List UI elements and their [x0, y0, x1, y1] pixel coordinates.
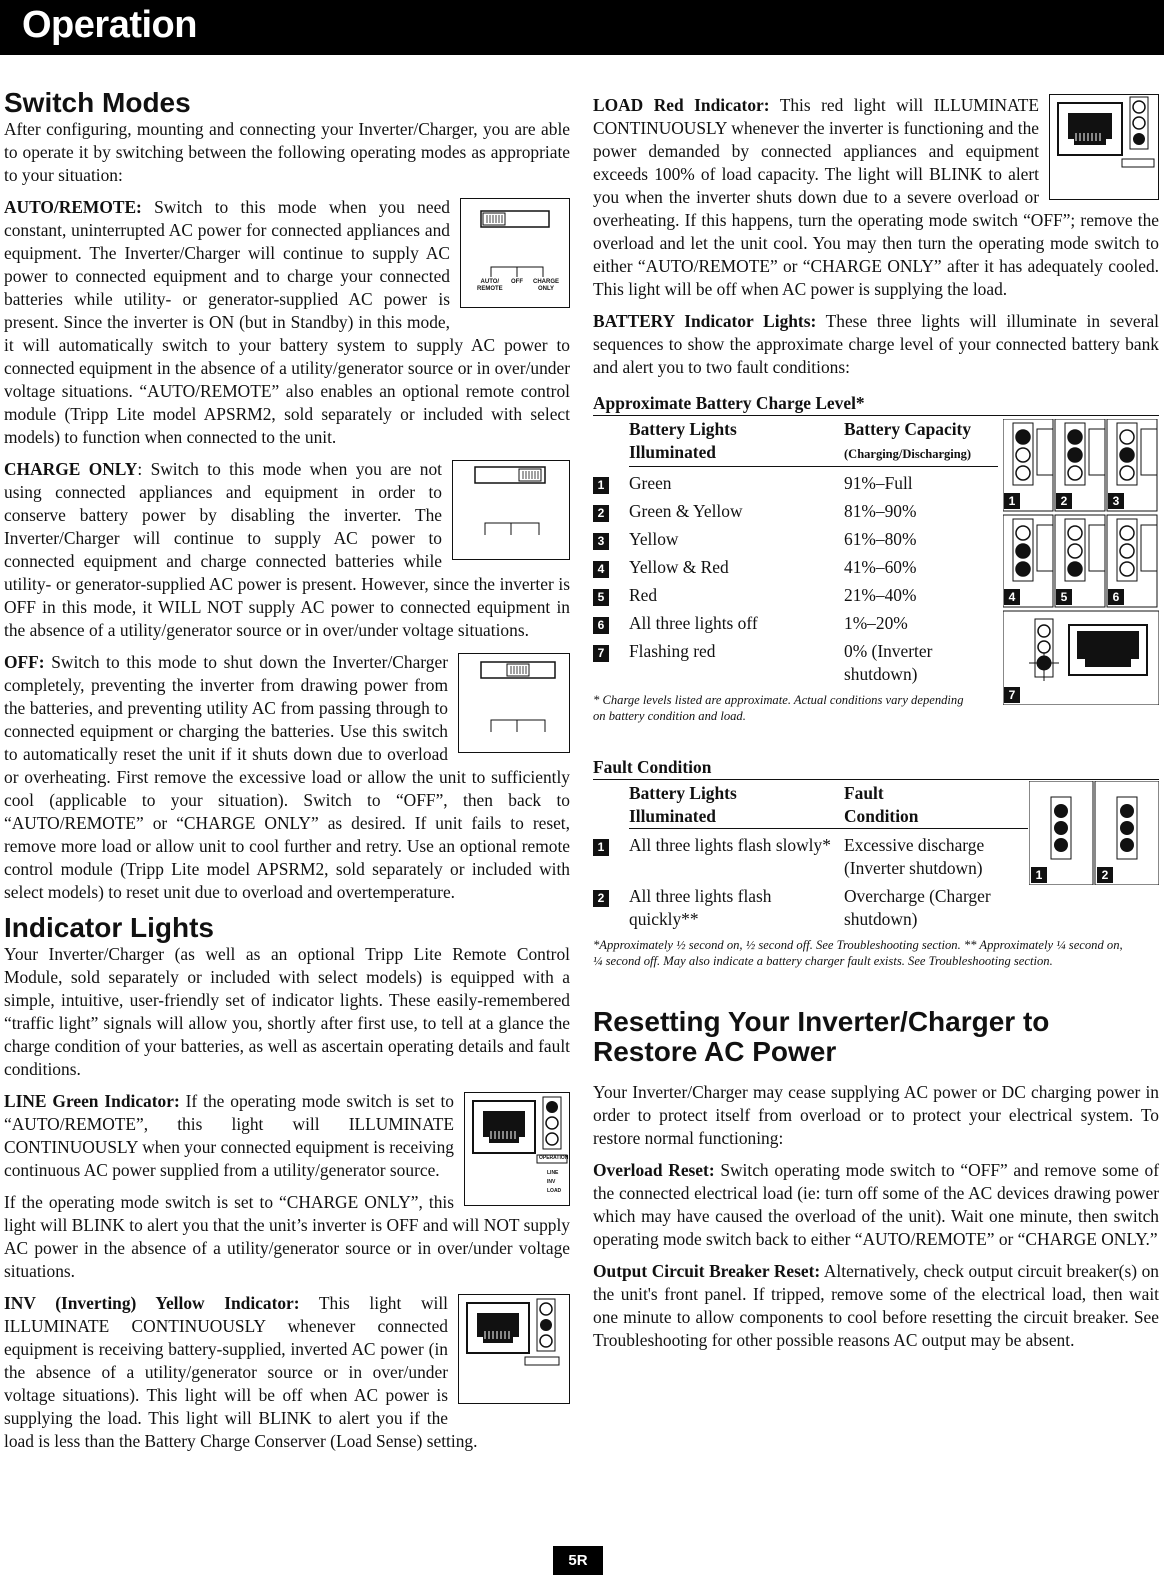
auto-remote-text: Switch to this mode when you need constant, uninterrupted AC power for connected appliances and equipment. The Inverter/Charger will continue to supply AC power to connected equipment and to charge your connected batteries while utility- or generator-supplied AC power is present. Since the inverter is ON (but in Standby) in this mode, it will automatically switch to your battery system to supply AC power to connected equipment in the absence of a utility/generator source or in over/under voltage situations. “AUTO/REMOTE” also enables an optional remote control module (Tripp Lite model APSRM2, sold separately or included with select models) to function when connected to the unit. — [4, 197, 570, 447]
switch-label-auto: AUTO/ — [480, 279, 500, 285]
light-off-icon — [1038, 625, 1050, 637]
switch-label-charge: CHARGE — [533, 279, 560, 285]
fault-condition-cell: Excessive discharge (Inverter shutdown) — [844, 835, 985, 878]
battery-lights-cell: All three lights flash slowly* — [629, 835, 831, 855]
fault-col2-line1: Fault — [844, 783, 884, 803]
battery-lights-cell: All three lights flash quickly** — [629, 886, 772, 929]
resetting-intro: Your Inverter/Charger may cease supplying AC power or DC charging power in order to protect itself from overload or to protect your electrical system. To restore normal functioning: — [593, 1082, 1159, 1148]
table-row — [593, 829, 1028, 881]
charge-diagram-label: 2 — [1060, 494, 1068, 508]
mode-switch-icon — [453, 461, 569, 559]
table-row — [593, 607, 998, 635]
line-indicator-label: LINE Green Indicator: — [4, 1091, 180, 1111]
switch-modes-intro: After configuring, mounting and connecting your Inverter/Charger, you are able to operate it by switching between the following operating modes as appropriate to your situation: — [4, 119, 570, 185]
charge-diagram-label: 3 — [1112, 494, 1120, 508]
charge-only-text: : Switch to this mode when you are not using connected appliances and equipment in order to conserve battery power by disabling the inverter. The Inverter/Charger will continue to supply AC power to connected equipment and charge connected batteries while utility- or generator-supplied AC power is present. However, since the inverter is OFF in this mode, it WILL NOT supply AC power to connected equipment in the absence of a utility/generator source or in over/under voltage situations. — [4, 459, 570, 640]
light-off-icon — [1120, 466, 1134, 480]
charge-table-title: Approximate Battery Charge Level* — [593, 393, 1159, 416]
table-header-row — [593, 418, 998, 467]
light-off-icon — [1016, 526, 1030, 540]
switch-label-only: ONLY — [537, 286, 555, 292]
right-column — [593, 94, 1159, 1361]
port-edge — [1089, 429, 1105, 475]
battery-capacity-cell: 61%–80% — [844, 529, 917, 549]
switch-off-diagram — [458, 653, 570, 753]
row-number-badge: 5 — [593, 589, 609, 606]
port-edge — [1037, 429, 1053, 475]
fault-lights-diagram — [1029, 781, 1159, 885]
charge-diagram-label: 7 — [1008, 688, 1016, 702]
charge-col1-line2: Illuminated — [629, 442, 716, 462]
page-number: 5R — [553, 1546, 603, 1575]
switch-label-remote: REMOTE — [477, 286, 503, 292]
battery-lights-cell: Yellow & Red — [629, 557, 729, 577]
battery-indicator-paragraph — [593, 310, 1159, 379]
charge-level-lights-diagram — [1003, 419, 1159, 705]
table-row — [593, 467, 998, 496]
battery-lights-cell: All three lights off — [629, 613, 758, 633]
charge-col1-line1: Battery Lights — [629, 419, 737, 439]
resetting-heading: Resetting Your Inverter/Charger to Restore AC Power — [593, 1006, 1050, 1067]
off-label: OFF: — [4, 652, 45, 672]
charge-only-label: CHARGE ONLY — [4, 459, 138, 479]
light-off-icon — [1120, 544, 1134, 558]
port-edge — [1089, 525, 1105, 571]
light-off-icon — [1016, 448, 1030, 462]
switch-modes-heading: Switch Modes — [4, 87, 191, 118]
breaker-reset-paragraph — [593, 1260, 1159, 1352]
light-lit-icon — [1068, 430, 1082, 444]
charge-diagram-label: 4 — [1008, 590, 1016, 604]
table-row — [593, 880, 1028, 931]
fault-col1-line2: Illuminated — [629, 806, 716, 826]
battery-lights-cell: Green & Yellow — [629, 501, 743, 521]
row-number-badge: 2 — [593, 890, 609, 907]
table-row — [593, 523, 998, 551]
battery-capacity-cell: 91%–Full — [844, 473, 913, 493]
light-lit-icon — [1068, 448, 1082, 462]
line-indicator-diagram — [464, 1092, 570, 1206]
port-edge — [1037, 525, 1053, 571]
auto-remote-label: AUTO/REMOTE: — [4, 197, 142, 217]
table-row — [593, 579, 998, 607]
charge-level-table — [593, 418, 998, 686]
switch-charge-only-diagram — [452, 460, 570, 560]
panel-label-line: LINE — [547, 1170, 559, 1176]
indicator-lights-intro: Your Inverter/Charger (as well as an optional Tripp Lite Remote Control Module, sold separately or included with select models) is equipped with a simple, intuitive, user-friendly set of indicator lights. These easily-remembered “traffic light” signals will allow you, shortly after first use, to tell at a glance the charge condition of your batteries, as well as ascertain operating details and fault conditions. — [4, 944, 570, 1079]
fault-col1-line1: Battery Lights — [629, 783, 737, 803]
light-off-icon — [1038, 641, 1050, 653]
indicator-panel-icon — [1050, 95, 1158, 199]
battery-capacity-cell: 81%–90% — [844, 501, 917, 521]
battery-lights-cell: Yellow — [629, 529, 679, 549]
table-row — [593, 635, 998, 686]
inv-indicator-diagram — [458, 1294, 570, 1404]
switch-label-off: OFF — [511, 279, 523, 285]
battery-lights-cell: Green — [629, 473, 672, 493]
line-indicator-text: If the operating mode switch is set to “AUTO/REMOTE”, this light will ILLUMINATE CONTINUOUSLY when your connected equipment is receiving continuous AC power supplied from a utility/generator source. — [4, 1091, 454, 1180]
row-number-badge: 1 — [593, 477, 609, 494]
fault-condition-section — [593, 757, 1159, 1007]
battery-lights-cell: Red — [629, 585, 658, 605]
row-number-badge: 1 — [593, 839, 609, 856]
fault-condition-cell: Overcharge (Charger shutdown) — [844, 886, 991, 929]
overload-reset-paragraph — [593, 1159, 1159, 1251]
light-off-icon — [1068, 526, 1082, 540]
fault-table-title: Fault Condition — [593, 757, 1159, 780]
light-lit-icon — [1016, 544, 1030, 558]
row-number-badge: 3 — [593, 533, 609, 550]
charge-col2-line2: (Charging/Discharging) — [844, 447, 972, 461]
row-number-badge: 2 — [593, 505, 609, 522]
row-number-badge: 7 — [593, 645, 609, 662]
light-off-icon — [1120, 562, 1134, 576]
off-text: Switch to this mode to shut down the Inverter/Charger completely, preventing the inverter from drawing power from the batteries, and preventing utility AC from passing through to connected equipment or charging the batteries. Use this switch to automatically reset the unit if it shuts down due to overload or overheating. First remove the excessive load or allow the unit to sufficiently cool (applicable to your situation). Switch to “OFF”, then back to “AUTO/REMOTE” or “CHARGE ONLY” as desired. If unit fails to reset, remove more load or allow unit to cool further and retry. Use an optional remote control module (Tripp Lite model APSRM2, sold separately or included with select models) to reset unit due to overload and overtemperature. — [4, 652, 570, 902]
row-number-badge: 6 — [593, 617, 609, 634]
battery-lights-cell: Flashing red — [629, 641, 716, 661]
light-off-icon — [1068, 466, 1082, 480]
light-off-icon — [1016, 466, 1030, 480]
panel-label-operation: OPERATION — [539, 1155, 569, 1161]
battery-indicator-text: These three lights will illuminate in several sequences to show the approximate charge level of your connected battery bank and alert you to two fault conditions: — [593, 311, 1159, 377]
battery-indicator-label: BATTERY Indicator Lights: — [593, 311, 817, 331]
switch-auto-remote-diagram — [460, 198, 570, 308]
table-row — [593, 551, 998, 579]
table-header-row — [593, 782, 1028, 829]
battery-capacity-cell: 21%–40% — [844, 585, 917, 605]
line-indicator-paragraph-2: If the operating mode switch is set to “CHARGE ONLY”, this light will BLINK to alert you that the unit’s inverter is OFF and will NOT supply AC power in the absence of a utility/generator source or in over/under voltage situations. — [4, 1192, 570, 1281]
page-title: Operation — [22, 4, 197, 46]
overload-reset-text: Switch operating mode switch to “OFF” and remove some of the connected electrical load (ie: turn off some of the AC devices drawing power which may have caused the overload of the unit). Wait one minute, then switch operating mode switch back to either “AUTO/REMOTE” or “CHARGE ONLY.” — [593, 1160, 1159, 1249]
load-indicator-diagram — [1049, 94, 1159, 200]
light-lit-icon — [1016, 430, 1030, 444]
light-lit-icon — [1016, 562, 1030, 576]
fault-col2-line2: Condition — [844, 806, 919, 826]
battery-capacity-cell: 1%–20% — [844, 613, 908, 633]
light-lit-icon — [1120, 448, 1134, 462]
fault-condition-table — [593, 782, 1028, 931]
battery-capacity-cell: 41%–60% — [844, 557, 917, 577]
fault-table-note: *Approximately ½ second on, ½ second off. See Troubleshooting section. ** Approximately ¼ second on, ¼ second off. May also indicate a battery charger fault exists. See Troubleshooting section. — [593, 938, 1123, 968]
panel-label-load: LOAD — [547, 1188, 562, 1194]
breaker-reset-text: Alternatively, check output circuit breaker(s) on the unit's front panel. If tripped, remove some of the electrical load, then wait one minute to allow components to cool before resetting the circuit breaker. See Troubleshooting for other possible reasons AC output may be absent. — [593, 1261, 1159, 1350]
overload-reset-label: Overload Reset: — [593, 1160, 715, 1180]
fault-diagram-label-1: 1 — [1035, 868, 1043, 882]
panel-label-inv: INV — [547, 1179, 556, 1185]
inv-indicator-text: This light will ILLUMINATE CONTINUOUSLY whenever connected equipment is receiving battery-supplied, inverted AC power (in the absence of a utility/generator source or in over/under voltage situations). This light will be off when AC power is supplying the load. This light will BLINK to alert you if the load is less than the Battery Charge Conserver (Load Sense) setting. — [4, 1293, 478, 1451]
charge-level-section — [593, 393, 1159, 743]
light-off-icon — [1068, 544, 1082, 558]
indicator-lights-heading: Indicator Lights — [4, 912, 214, 943]
port-edge — [1141, 525, 1157, 571]
row-number-badge: 4 — [593, 561, 609, 578]
charge-diagram-label: 1 — [1008, 494, 1016, 508]
port-edge — [1141, 429, 1157, 475]
load-indicator-text: This red light will ILLUMINATE CONTINUOUSLY whenever the inverter is functioning and the power demanded by connected appliances and equipment exceeds 100% of load capacity. The light will BLINK to alert you when the inverter shuts down due to a severe overload or overheating. If this happens, turn the operating mode switch “OFF”; remove the overload and let the unit cool. You may then turn the operating mode switch to either “AUTO/REMOTE” or “CHARGE ONLY” after it has adequately cooled. This light will be off when AC power is supplying the load. — [593, 95, 1159, 299]
fault-diagram-label-2: 2 — [1101, 868, 1109, 882]
light-lit-icon — [1068, 562, 1082, 576]
charge-col2-line1: Battery Capacity — [844, 419, 972, 439]
charge-diagram-label: 6 — [1112, 590, 1120, 604]
battery-capacity-cell: 0% (Inverter shutdown) — [844, 641, 933, 684]
load-indicator-label: LOAD Red Indicator: — [593, 95, 770, 115]
rj-port-icon — [1077, 631, 1139, 667]
charge-diagram-label: 5 — [1060, 590, 1068, 604]
table-row — [593, 495, 998, 523]
charge-table-note: * Charge levels listed are approximate. Actual conditions vary depending on battery condition and load. — [593, 693, 964, 723]
indicator-panel-icon — [459, 1295, 569, 1403]
light-off-icon — [1120, 430, 1134, 444]
page-header-bar — [0, 0, 1164, 55]
left-column — [4, 88, 570, 1462]
mode-switch-icon — [459, 654, 569, 752]
light-off-icon — [1120, 526, 1134, 540]
breaker-reset-label: Output Circuit Breaker Reset: — [593, 1261, 821, 1281]
inv-indicator-label: INV (Inverting) Yellow Indicator: — [4, 1293, 300, 1313]
